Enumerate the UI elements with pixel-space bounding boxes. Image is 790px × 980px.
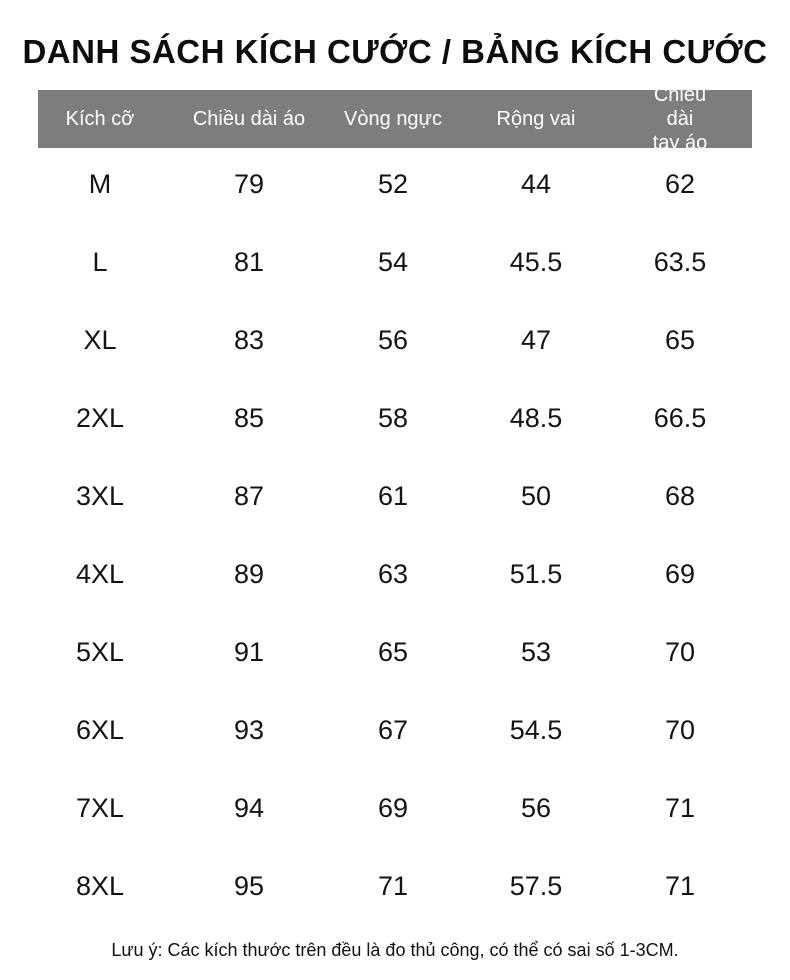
shoulder-cell: 53	[520, 637, 552, 667]
measurement-note: Lưu ý: Các kích thước trên đều là đo thủ công, có thể có sai số 1-3CM.	[111, 940, 679, 960]
sleeve-length-cell: 68	[664, 481, 696, 511]
chest-cell: 69	[377, 793, 409, 823]
chest-cell: 61	[377, 481, 409, 511]
chest-cell: 58	[377, 403, 409, 433]
table-header	[38, 84, 752, 154]
sleeve-length-cell: 66.5	[653, 403, 707, 433]
sleeve-length-cell: 70	[664, 715, 696, 745]
shirt-length-cell: 81	[233, 247, 265, 277]
column-header-shirt-length: Chiều dài áo	[192, 108, 306, 130]
chest-cell: 71	[377, 871, 409, 901]
shoulder-cell: 56	[520, 793, 552, 823]
table-row	[0, 622, 790, 682]
sleeve-length-cell: 65	[664, 325, 696, 355]
column-header-chest: Vòng ngực	[344, 108, 442, 130]
chest-cell: 67	[377, 715, 409, 745]
shoulder-cell: 47	[520, 325, 552, 355]
sleeve-length-cell: 71	[664, 793, 696, 823]
size-cell: 4XL	[75, 559, 125, 589]
chest-cell: 65	[377, 637, 409, 667]
shirt-length-cell: 79	[233, 169, 265, 199]
chest-cell: 54	[377, 247, 409, 277]
chest-cell: 63	[377, 559, 409, 589]
sleeve-length-cell: 69	[664, 559, 696, 589]
column-header-shoulder: Rộng vai	[496, 108, 576, 130]
chest-cell: 52	[377, 169, 409, 199]
shoulder-cell: 50	[520, 481, 552, 511]
table-row	[0, 466, 790, 526]
chest-cell: 56	[377, 325, 409, 355]
shirt-length-cell: 95	[233, 871, 265, 901]
shirt-length-cell: 85	[233, 403, 265, 433]
table-row	[0, 700, 790, 760]
page-title: DANH SÁCH KÍCH CƯỚC / BẢNG KÍCH CƯỚC	[22, 33, 768, 70]
shirt-length-cell: 87	[233, 481, 265, 511]
size-cell: 5XL	[75, 637, 125, 667]
table-row	[0, 388, 790, 448]
sleeve-length-cell: 70	[664, 637, 696, 667]
shirt-length-cell: 89	[233, 559, 265, 589]
shirt-length-cell: 94	[233, 793, 265, 823]
size-cell: XL	[83, 325, 117, 355]
size-cell: M	[88, 169, 112, 199]
table-row	[0, 232, 790, 292]
size-cell: L	[92, 247, 108, 277]
size-cell: 6XL	[75, 715, 125, 745]
table-row	[0, 544, 790, 604]
sleeve-length-cell: 71	[664, 871, 696, 901]
table-row	[0, 310, 790, 370]
shirt-length-cell: 93	[233, 715, 265, 745]
sleeve-length-cell: 62	[664, 169, 696, 199]
sleeve-length-cell: 63.5	[653, 247, 707, 277]
size-cell: 8XL	[75, 871, 125, 901]
shoulder-cell: 48.5	[509, 403, 563, 433]
table-row	[0, 154, 790, 214]
shoulder-cell: 45.5	[509, 247, 563, 277]
shoulder-cell: 51.5	[509, 559, 563, 589]
shirt-length-cell: 91	[233, 637, 265, 667]
column-header-size: Kích cỡ	[65, 108, 135, 130]
size-cell: 2XL	[75, 403, 125, 433]
table-row	[0, 778, 790, 838]
shoulder-cell: 57.5	[509, 871, 563, 901]
size-cell: 3XL	[75, 481, 125, 511]
table-row	[0, 856, 790, 916]
column-header-sleeve-length: Chiều dài tay áo	[652, 84, 708, 154]
shoulder-cell: 54.5	[509, 715, 563, 745]
shirt-length-cell: 83	[233, 325, 265, 355]
size-cell: 7XL	[75, 793, 125, 823]
shoulder-cell: 44	[520, 169, 552, 199]
